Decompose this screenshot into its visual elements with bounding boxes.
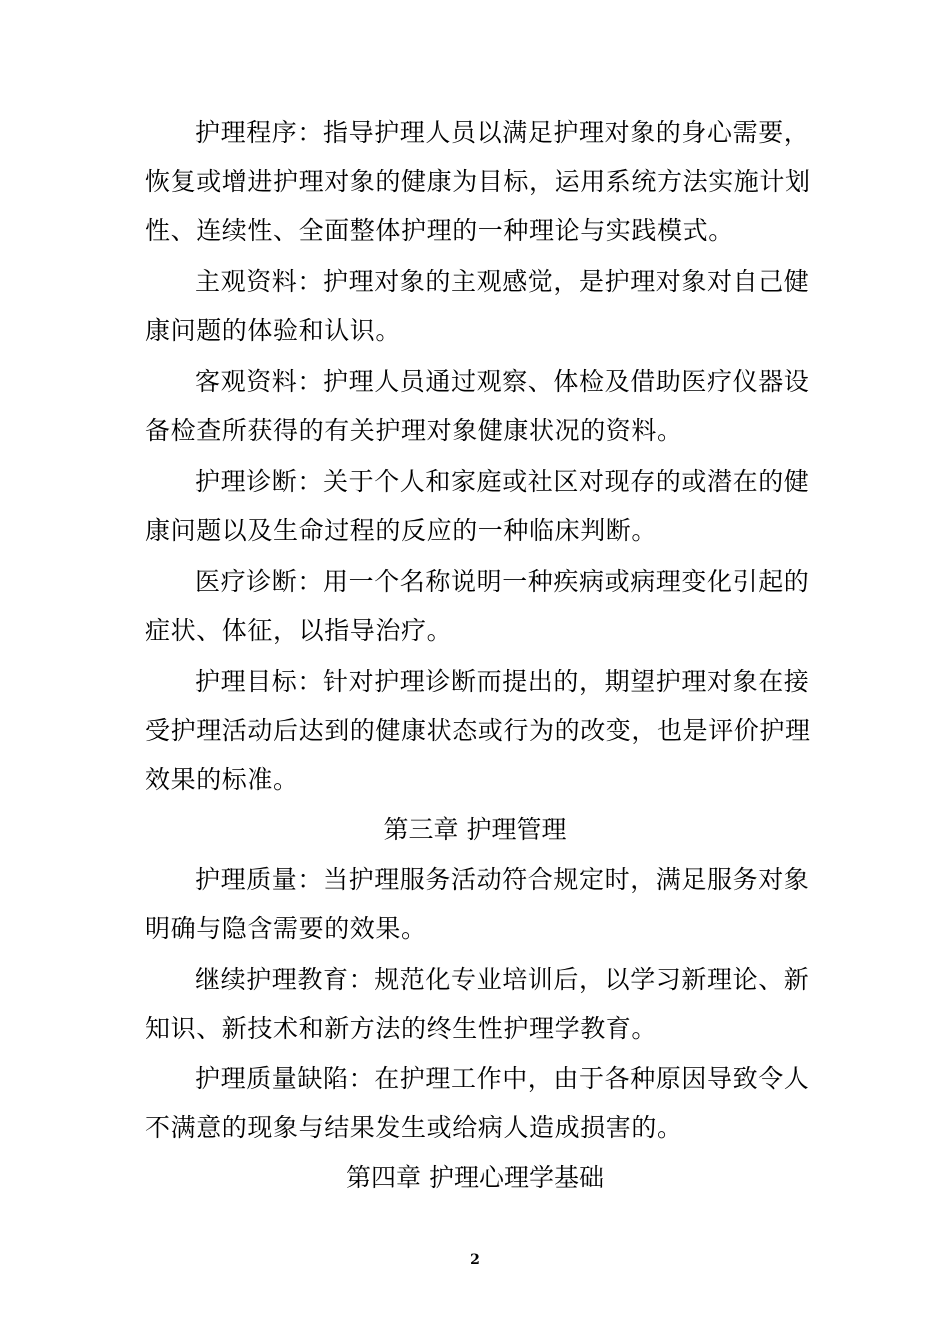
- paragraph-continuing-education-line-1: 继续护理教育：规范化专业培训后，以学习新理论、新: [195, 965, 810, 994]
- paragraph-nursing-goal-line-3: 效果的标准。: [145, 765, 299, 794]
- paragraph-subjective-data-line-2: 康问题的体验和认识。: [145, 316, 402, 345]
- paragraph-nursing-quality-line-1: 护理质量：当护理服务活动符合规定时，满足服务对象: [195, 865, 810, 894]
- paragraph-nursing-goal-line-2: 受护理活动后达到的健康状态或行为的改变，也是评价护理: [145, 716, 811, 745]
- page-number: 2: [470, 1252, 480, 1268]
- paragraph-quality-defect-line-2: 不满意的现象与结果发生或给病人造成损害的。: [145, 1113, 683, 1142]
- paragraph-nursing-quality-line-2: 明确与隐含需要的效果。: [145, 914, 427, 943]
- chapter-3-heading: 第三章 护理管理: [383, 815, 567, 844]
- paragraph-objective-data-line-1: 客观资料：护理人员通过观察、体检及借助医疗仪器设: [195, 367, 810, 396]
- paragraph-continuing-education-line-2: 知识、新技术和新方法的终生性护理学教育。: [145, 1014, 658, 1043]
- paragraph-nursing-goal-line-1: 护理目标：针对护理诊断而提出的，期望护理对象在接: [195, 667, 810, 696]
- paragraph-nursing-process-line-3: 性、连续性、全面整体护理的一种理论与实践模式。: [145, 216, 734, 245]
- paragraph-nursing-diagnosis-line-1: 护理诊断：关于个人和家庭或社区对现存的或潜在的健: [195, 467, 810, 496]
- paragraph-objective-data-line-2: 备检查所获得的有关护理对象健康状况的资料。: [145, 416, 683, 445]
- paragraph-medical-diagnosis-line-2: 症状、体征，以指导治疗。: [145, 616, 453, 645]
- paragraph-quality-defect-line-1: 护理质量缺陷：在护理工作中，由于各种原因导致令人: [195, 1064, 810, 1093]
- chapter-4-heading: 第四章 护理心理学基础: [346, 1163, 604, 1192]
- paragraph-nursing-diagnosis-line-2: 康问题以及生命过程的反应的一种临床判断。: [145, 516, 658, 545]
- paragraph-nursing-process-line-2: 恢复或增进护理对象的健康为目标，运用系统方法实施计划: [145, 167, 811, 196]
- paragraph-medical-diagnosis-line-1: 医疗诊断：用一个名称说明一种疾病或病理变化引起的: [195, 567, 810, 596]
- paragraph-nursing-process-line-1: 护理程序：指导护理人员以满足护理对象的身心需要，: [195, 118, 810, 147]
- paragraph-subjective-data-line-1: 主观资料：护理对象的主观感觉，是护理对象对自己健: [195, 267, 810, 296]
